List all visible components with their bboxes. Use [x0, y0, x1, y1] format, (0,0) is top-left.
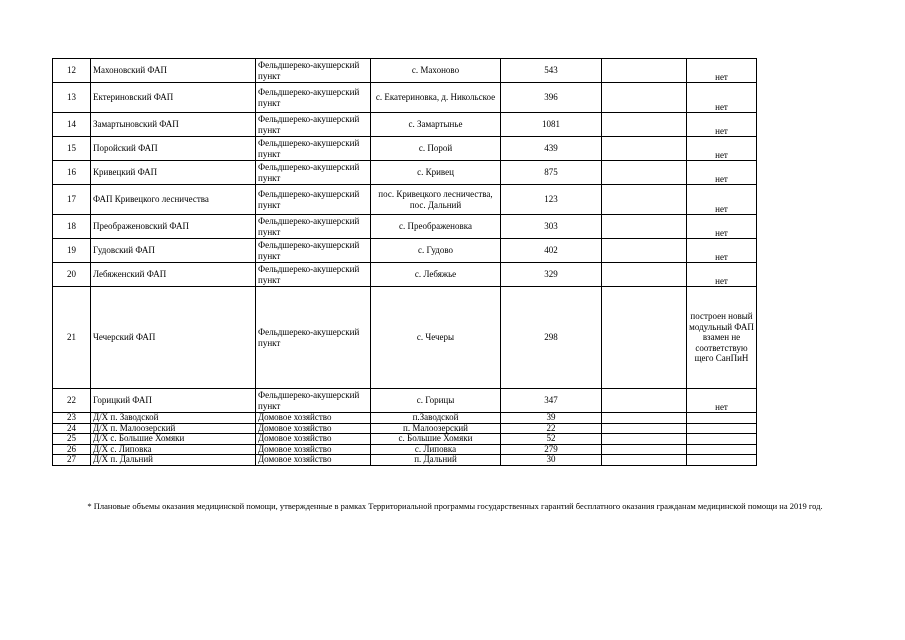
table-row	[53, 215, 757, 239]
table-row	[53, 263, 757, 287]
row-number: 27	[53, 455, 91, 466]
row-number: 18	[53, 215, 91, 239]
facility-type: Домовое хозяйство	[256, 444, 371, 455]
facility-name: Д/Х п. Малоозерский	[91, 423, 256, 434]
settlement: пос. Кривецкого лесничества, пос. Дальний	[371, 185, 501, 215]
facility-name: Ектериновский ФАП	[91, 83, 256, 113]
note-cell: построен новый модульный ФАП взамен не соответствую щего СанПиН	[687, 287, 757, 389]
note-cell: нет	[687, 239, 757, 263]
table-row	[53, 83, 757, 113]
extra-cell	[602, 434, 687, 445]
extra-cell	[602, 83, 687, 113]
facility-type: Домовое хозяйство	[256, 413, 371, 424]
settlement: с. Гудово	[371, 239, 501, 263]
population-count: 298	[501, 287, 602, 389]
table-row	[53, 113, 757, 137]
extra-cell	[602, 239, 687, 263]
table-row	[53, 59, 757, 83]
settlement: с. Махоново	[371, 59, 501, 83]
row-number: 24	[53, 423, 91, 434]
settlement: с. Екатериновка, д. Никольское	[371, 83, 501, 113]
population-count: 402	[501, 239, 602, 263]
note-cell: нет	[687, 137, 757, 161]
facility-type: Фельдшереко-акушерский пункт	[256, 287, 371, 389]
population-count: 439	[501, 137, 602, 161]
facility-type: Домовое хозяйство	[256, 423, 371, 434]
row-number: 13	[53, 83, 91, 113]
population-count: 39	[501, 413, 602, 424]
note-cell: нет	[687, 59, 757, 83]
row-number: 12	[53, 59, 91, 83]
facility-name: Д/Х п. Заводской	[91, 413, 256, 424]
settlement: п.Заводской	[371, 413, 501, 424]
facility-type: Фельдшереко-акушерский пункт	[256, 263, 371, 287]
settlement: с. Большие Хомяки	[371, 434, 501, 445]
table-row	[53, 423, 757, 434]
extra-cell	[602, 215, 687, 239]
facility-name: Д/Х с. Большие Хомяки	[91, 434, 256, 445]
row-number: 19	[53, 239, 91, 263]
settlement: с. Преображеновка	[371, 215, 501, 239]
settlement: с. Кривец	[371, 161, 501, 185]
table-row	[53, 389, 757, 413]
settlement: п. Дальний	[371, 455, 501, 466]
facility-name: Чечерский ФАП	[91, 287, 256, 389]
table-row	[53, 287, 757, 389]
facility-name: Д/Х с. Липовка	[91, 444, 256, 455]
note-cell: нет	[687, 263, 757, 287]
population-count: 329	[501, 263, 602, 287]
facility-type: Фельдшереко-акушерский пункт	[256, 389, 371, 413]
table-row	[53, 434, 757, 445]
extra-cell	[602, 263, 687, 287]
facility-name: Поройский ФАП	[91, 137, 256, 161]
facility-type: Фельдшереко-акушерский пункт	[256, 185, 371, 215]
row-number: 22	[53, 389, 91, 413]
facility-type: Домовое хозяйство	[256, 455, 371, 466]
extra-cell	[602, 444, 687, 455]
extra-cell	[602, 287, 687, 389]
extra-cell	[602, 113, 687, 137]
population-count: 303	[501, 215, 602, 239]
settlement: с. Горицы	[371, 389, 501, 413]
row-number: 25	[53, 434, 91, 445]
settlement: с. Липовка	[371, 444, 501, 455]
extra-cell	[602, 389, 687, 413]
facility-name: Кривецкий ФАП	[91, 161, 256, 185]
note-cell: нет	[687, 389, 757, 413]
row-number: 21	[53, 287, 91, 389]
note-cell: нет	[687, 215, 757, 239]
population-count: 543	[501, 59, 602, 83]
table-row	[53, 137, 757, 161]
population-count: 22	[501, 423, 602, 434]
row-number: 20	[53, 263, 91, 287]
population-count: 123	[501, 185, 602, 215]
facility-name: Гудовский ФАП	[91, 239, 256, 263]
note-cell: нет	[687, 113, 757, 137]
population-count: 279	[501, 444, 602, 455]
note-cell	[687, 434, 757, 445]
facility-type: Фельдшереко-акушерский пункт	[256, 239, 371, 263]
population-count: 347	[501, 389, 602, 413]
settlement: с. Чечеры	[371, 287, 501, 389]
row-number: 15	[53, 137, 91, 161]
population-count: 1081	[501, 113, 602, 137]
note-cell: нет	[687, 185, 757, 215]
settlement: п. Малоозерский	[371, 423, 501, 434]
extra-cell	[602, 413, 687, 424]
note-cell: нет	[687, 83, 757, 113]
table-row	[53, 161, 757, 185]
extra-cell	[602, 59, 687, 83]
extra-cell	[602, 185, 687, 215]
settlement: с. Порой	[371, 137, 501, 161]
table-row	[53, 413, 757, 424]
facility-type: Домовое хозяйство	[256, 434, 371, 445]
note-cell	[687, 423, 757, 434]
row-number: 26	[53, 444, 91, 455]
facility-type: Фельдшереко-акушерский пункт	[256, 59, 371, 83]
extra-cell	[602, 455, 687, 466]
footnote: * Плановые объемы оказания медицинской помощи, утвержденные в рамках Территориальной программы государственных гарантий бесплатного оказания гражданам медицинской помощи на 2019 год.	[87, 501, 823, 511]
note-cell	[687, 413, 757, 424]
table-row	[53, 455, 757, 466]
facility-name: Замартыновский ФАП	[91, 113, 256, 137]
facility-name: Преображеновский ФАП	[91, 215, 256, 239]
extra-cell	[602, 161, 687, 185]
facility-name: Д/Х п. Дальний	[91, 455, 256, 466]
facilities-table	[52, 58, 757, 466]
facility-type: Фельдшереко-акушерский пункт	[256, 83, 371, 113]
population-count: 52	[501, 434, 602, 445]
facility-type: Фельдшереко-акушерский пункт	[256, 161, 371, 185]
population-count: 396	[501, 83, 602, 113]
note-cell	[687, 455, 757, 466]
facility-type: Фельдшереко-акушерский пункт	[256, 113, 371, 137]
settlement: с. Лебяжье	[371, 263, 501, 287]
facility-name: Горицкий ФАП	[91, 389, 256, 413]
settlement: с. Замартынье	[371, 113, 501, 137]
table-row	[53, 185, 757, 215]
extra-cell	[602, 423, 687, 434]
facility-name: Лебяженский ФАП	[91, 263, 256, 287]
population-count: 875	[501, 161, 602, 185]
table-row	[53, 444, 757, 455]
row-number: 17	[53, 185, 91, 215]
population-count: 30	[501, 455, 602, 466]
row-number: 14	[53, 113, 91, 137]
extra-cell	[602, 137, 687, 161]
facility-name: ФАП Кривецкого лесничества	[91, 185, 256, 215]
note-cell	[687, 444, 757, 455]
row-number: 23	[53, 413, 91, 424]
facility-name: Махоновский ФАП	[91, 59, 256, 83]
row-number: 16	[53, 161, 91, 185]
facility-type: Фельдшереко-акушерский пункт	[256, 137, 371, 161]
note-cell: нет	[687, 161, 757, 185]
table-row	[53, 239, 757, 263]
facility-type: Фельдшереко-акушерский пункт	[256, 215, 371, 239]
